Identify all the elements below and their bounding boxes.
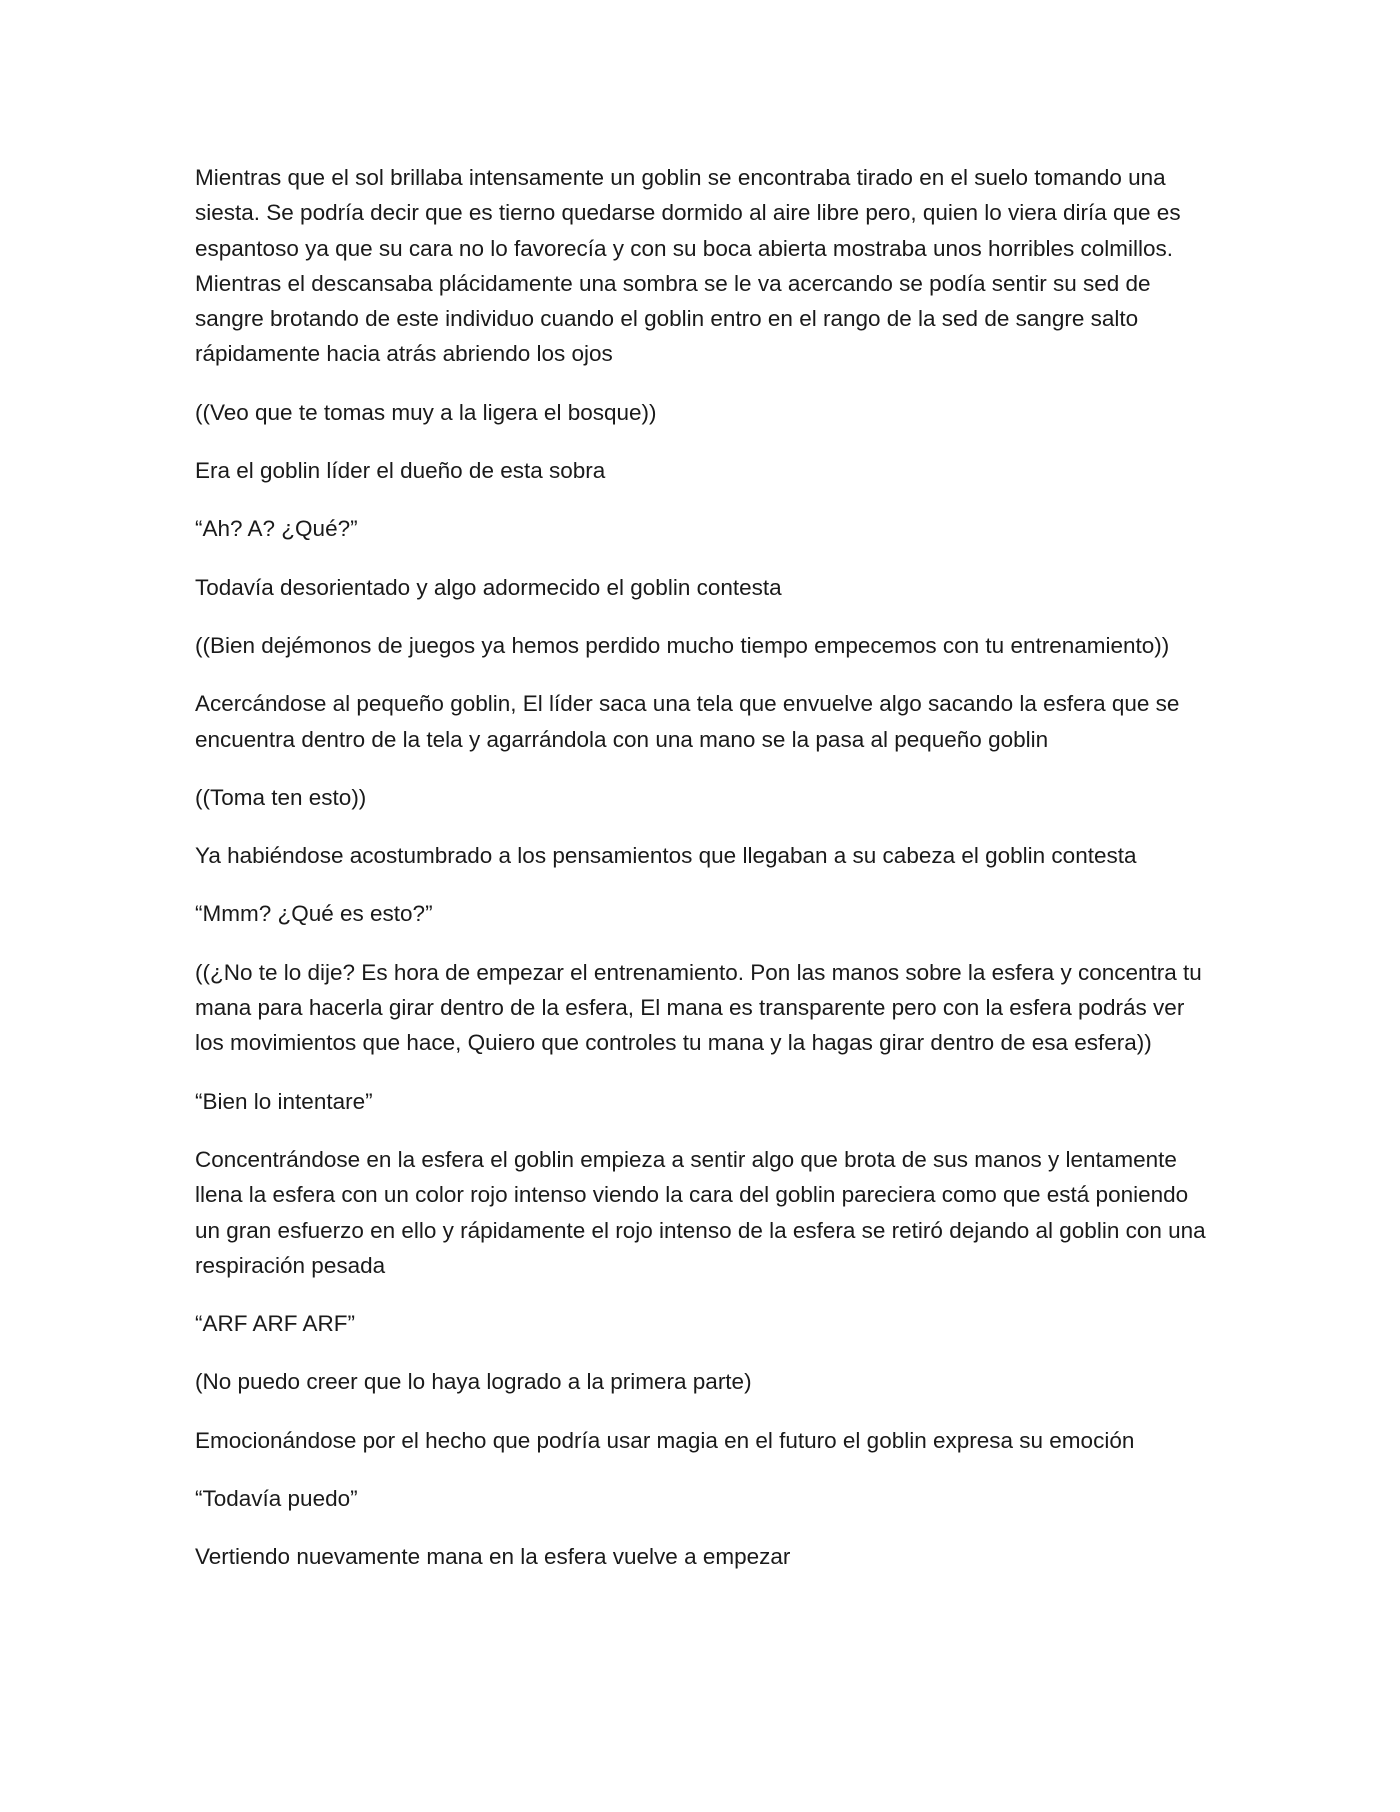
paragraph-2: ((Veo que te tomas muy a la ligera el bosque))	[195, 399, 657, 425]
paragraph-9: Ya habiéndose acostumbrado a los pensamientos que llegaban a su cabeza el goblin contesta	[195, 843, 1137, 869]
paragraph-5: Todavía desorientado y algo adormecido el goblin contesta	[195, 574, 782, 600]
paragraph-3: Era el goblin líder el dueño de esta sobra	[195, 458, 606, 484]
paragraph-12: “Bien lo intentare”	[195, 1088, 373, 1114]
paragraph-14: “ARF ARF ARF”	[195, 1311, 356, 1337]
paragraph-4: “Ah? A? ¿Qué?”	[195, 516, 358, 542]
paragraph-8: ((Toma ten esto))	[195, 784, 367, 810]
paragraph-10: “Mmm? ¿Qué es esto?”	[195, 901, 433, 927]
paragraph-18: Vertiendo nuevamente mana en la esfera vuelve a empezar	[195, 1544, 791, 1570]
paragraph-15: (No puedo creer que lo haya logrado a la primera parte)	[195, 1369, 752, 1395]
paragraph-16: Emocionándose por el hecho que podría usar magia en el futuro el goblin expresa su emoción	[195, 1427, 1135, 1453]
paragraph-7: Acercándose al pequeño goblin, El líder saca una tela que envuelve algo sacando la esfera que se encuentra dentro de la tela y agarrándola con una mano se la pasa al pequeño goblin	[195, 691, 1180, 752]
paragraph-17: “Todavía puedo”	[195, 1486, 358, 1512]
paragraph-11: ((¿No te lo dije? Es hora de empezar el entrenamiento. Pon las manos sobre la esfera y concentra tu mana para hacerla girar dentro de la esfera, El mana es transparente pero con la esfera podrás ver los movimientos que hace, Quiero que controles tu mana y la hagas girar dentro de esa esfera))	[195, 959, 1202, 1056]
paragraph-6: ((Bien dejémonos de juegos ya hemos perdido mucho tiempo empecemos con tu entrenamiento))	[195, 632, 1170, 658]
paragraph-1: Mientras que el sol brillaba intensamente un goblin se encontraba tirado en el suelo tomando una siesta. Se podría decir que es tierno quedarse dormido al aire libre pero, quien lo viera diría que es espantoso ya que su cara no lo favorecía y con su boca abierta mostraba unos horribles colmillos. Mientras el descansaba plácidamente una sombra se le va acercando se podía sentir su sed de sangre brotando de este individuo cuando el goblin entro en el rango de la sed de sangre salto rápidamente hacia atrás abriendo los ojos	[195, 165, 1181, 367]
document-body	[195, 160, 1215, 1598]
paragraph-13: Concentrándose en la esfera el goblin empieza a sentir algo que brota de sus manos y lentamente llena la esfera con un color rojo intenso viendo la cara del goblin pareciera como que está poniendo un gran esfuerzo en ello y rápidamente el rojo intenso de la esfera se retiró dejando al goblin con una respiración pesada	[195, 1146, 1206, 1278]
